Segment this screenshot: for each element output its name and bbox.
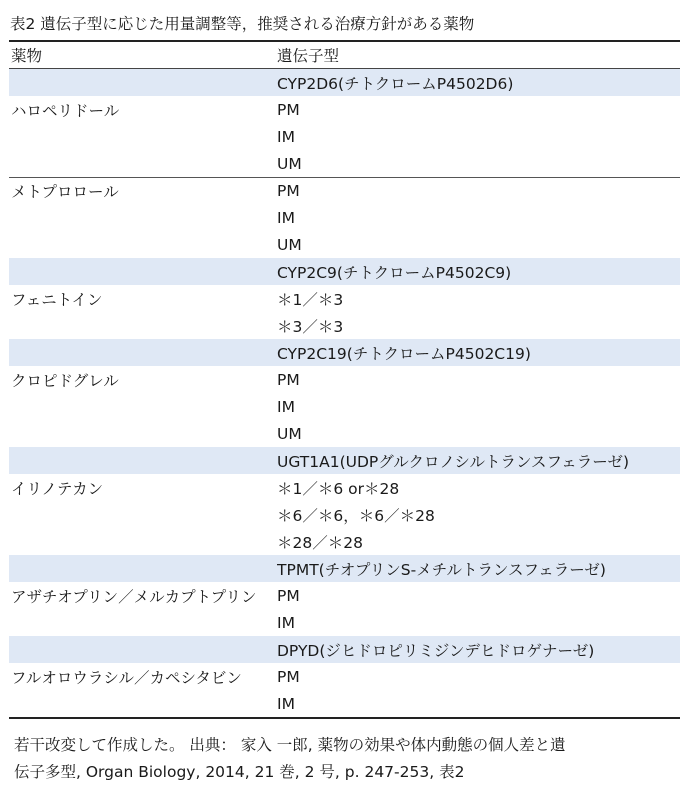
gene-name-cell: CYP2D6(チトクロームP4502D6) — [277, 74, 514, 93]
table-row — [9, 366, 680, 393]
table-row — [9, 609, 680, 636]
source-note-line-1: 若干改変して作成した。 出典： 家入 一郎, 薬物の効果や体内動態の個人差と遺 — [14, 736, 566, 754]
genotype-cell: IM — [277, 397, 295, 416]
table-row — [9, 285, 680, 312]
table-row — [9, 96, 680, 123]
genotype-cell: UM — [277, 235, 302, 254]
genotype-cell: PM — [277, 667, 300, 686]
gene-row — [9, 636, 680, 663]
gene-name-cell: DPYD(ジヒドロピリミジンデヒドロゲナーゼ) — [277, 641, 595, 660]
table-row — [9, 393, 680, 420]
table-row — [9, 663, 680, 690]
drug-cell: メトプロロール — [11, 183, 119, 201]
genotype-table — [9, 40, 680, 719]
table-row — [9, 123, 680, 150]
table-row — [9, 312, 680, 339]
genotype-cell: IM — [277, 613, 295, 632]
drug-cell: アザチオプリン／メルカプトプリン — [11, 587, 257, 606]
table-row — [9, 528, 680, 555]
genotype-cell: UM — [277, 154, 302, 173]
genotype-cell: ＊1／＊6 or＊28 — [277, 479, 400, 498]
table-row — [9, 474, 680, 501]
table-row — [9, 150, 680, 177]
genotype-cell: PM — [277, 370, 300, 389]
drug-cell: フルオロウラシル／カペシタビン — [11, 668, 242, 687]
table-row — [9, 501, 680, 528]
genotype-cell: ＊3／＊3 — [277, 317, 344, 336]
drug-cell: フェニトイン — [11, 290, 103, 309]
genotype-cell: ＊6／＊6，＊6／＊28 — [277, 506, 435, 525]
drug-cell: イリノテカン — [11, 479, 104, 498]
gene-name-cell: UGT1A1(UDPグルクロノシルトランスフェラーゼ) — [277, 452, 629, 471]
genotype-cell: IM — [277, 208, 295, 227]
gene-row — [9, 69, 680, 96]
gene-row — [9, 447, 680, 474]
table-body — [9, 69, 680, 717]
genotype-cell: IM — [277, 694, 295, 713]
drug-cell: クロピドグレル — [11, 371, 119, 390]
gene-row — [9, 339, 680, 366]
table-row — [9, 231, 680, 258]
genotype-cell: PM — [277, 100, 300, 119]
table-row — [9, 204, 680, 231]
genotype-cell: ＊1／＊3 — [277, 290, 344, 309]
drug-cell: ハロペリドール — [11, 101, 120, 120]
genotype-cell: PM — [277, 586, 300, 605]
table-row — [9, 420, 680, 447]
gene-name-cell: CYP2C19(チトクロームP4502C19) — [277, 344, 531, 363]
genotype-cell: IM — [277, 127, 295, 146]
genotype-cell: PM — [277, 182, 300, 200]
source-note — [14, 732, 684, 786]
table-row — [9, 177, 680, 204]
table-row — [9, 690, 680, 717]
gene-name-cell: TPMT(チオプリンS-メチルトランスフェラーゼ) — [277, 560, 606, 579]
gene-name-cell: CYP2C9(チトクロームP4502C9) — [277, 263, 512, 282]
gene-row — [9, 258, 680, 285]
header-genotype: 遺伝子型 — [277, 47, 340, 65]
source-note-line-2: 伝子多型, Organ Biology, 2014, 21 巻, 2 号, p. 247-253, 表2 — [14, 763, 465, 781]
table-header — [9, 42, 680, 69]
genotype-cell: ＊28／＊28 — [277, 533, 363, 552]
header-drug: 薬物 — [11, 47, 43, 65]
gene-row — [9, 555, 680, 582]
table-row — [9, 582, 680, 609]
genotype-cell: UM — [277, 424, 302, 443]
table-title: 表2 遺伝子型に応じた用量調整等，推奨される治療方針がある薬物 — [10, 15, 475, 33]
